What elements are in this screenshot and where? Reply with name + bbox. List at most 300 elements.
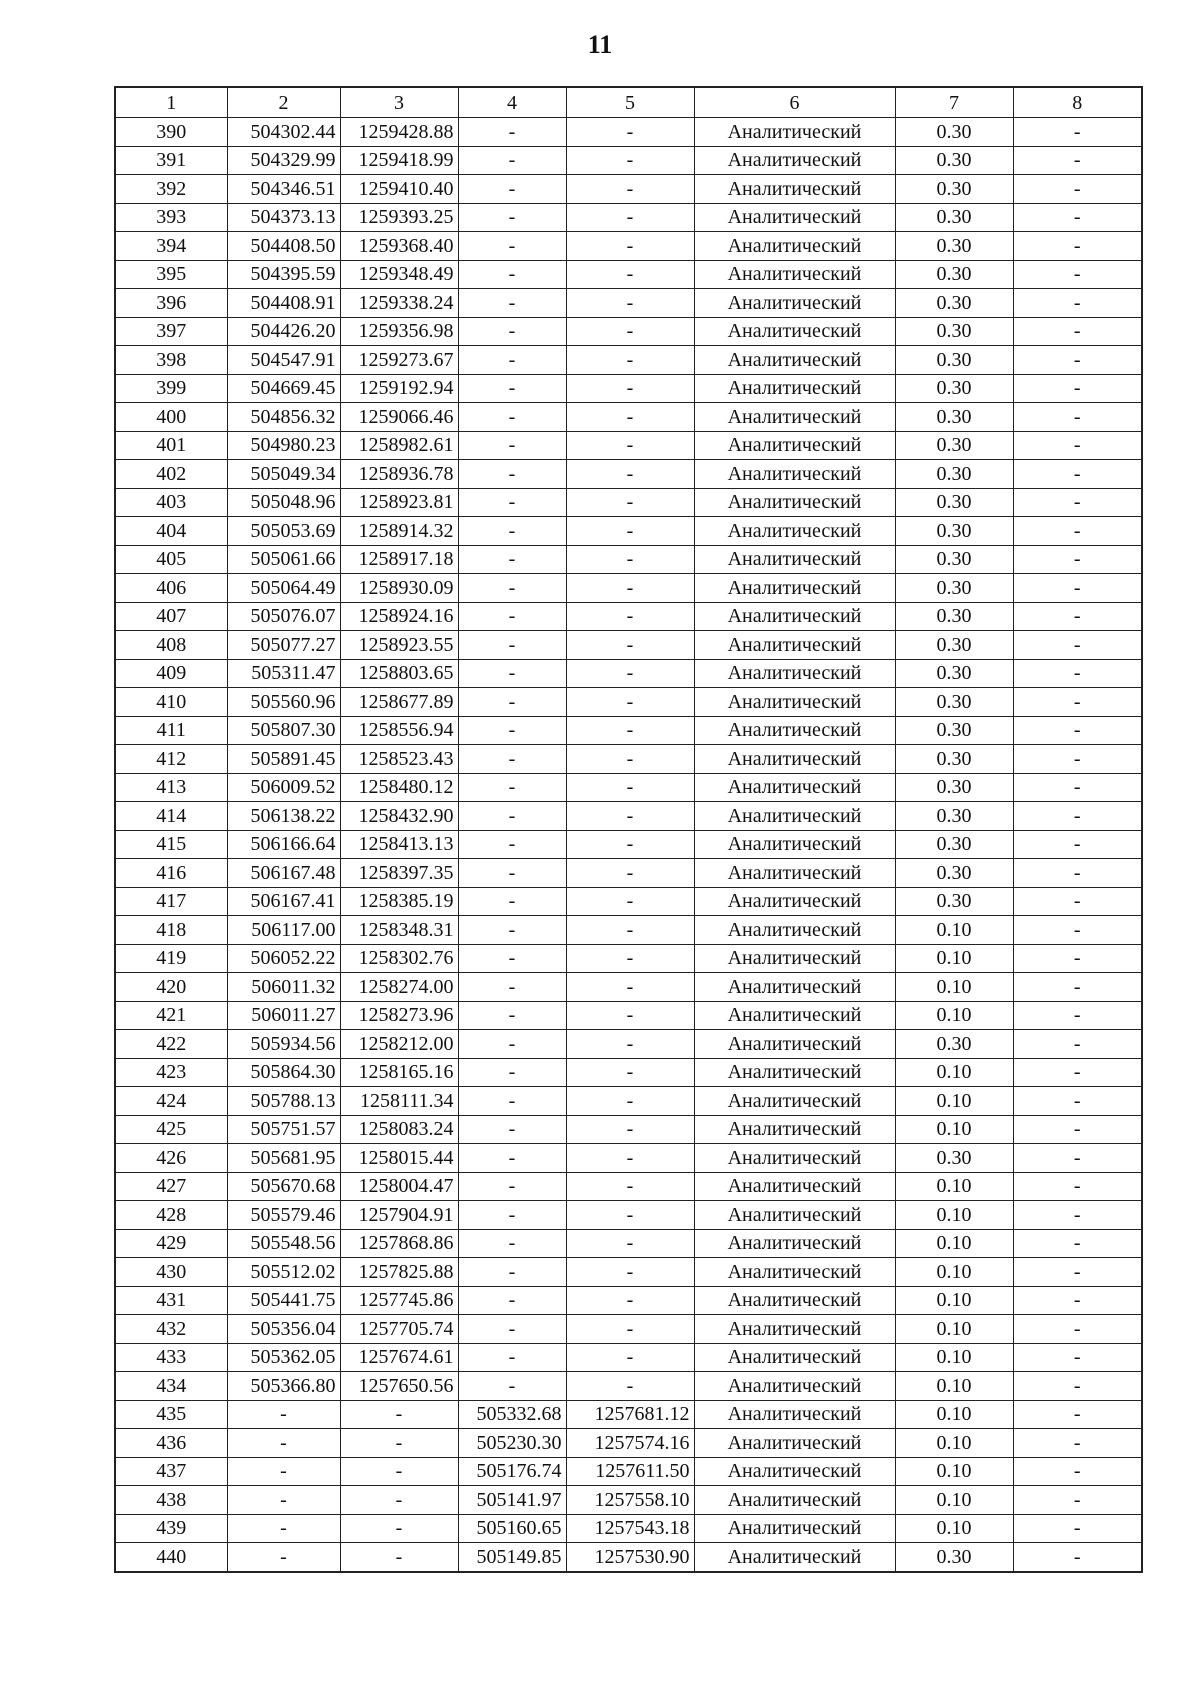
table-cell: - [1013,631,1142,660]
table-cell: 1257558.10 [566,1486,694,1515]
table-cell: - [1013,1087,1142,1116]
table-cell: 0.10 [895,1172,1013,1201]
table-cell: - [458,1030,566,1059]
table-cell: 0.10 [895,944,1013,973]
table-cell: - [566,659,694,688]
table-cell: 0.30 [895,346,1013,375]
table-cell: Аналитический [694,887,895,916]
table-cell: - [566,688,694,717]
table-row [115,232,1142,261]
table-cell: - [1013,1258,1142,1287]
table-row [115,944,1142,973]
table-cell: - [1013,1172,1142,1201]
table-cell: 0.10 [895,1486,1013,1515]
table-cell: 504346.51 [227,175,340,204]
table-cell: - [458,517,566,546]
table-cell: 392 [115,175,227,204]
table-cell: - [458,859,566,888]
table-cell: 1259393.25 [340,203,458,232]
table-cell: - [1013,716,1142,745]
table-cell: 416 [115,859,227,888]
table-cell: 505441.75 [227,1286,340,1315]
table-cell: 1258677.89 [340,688,458,717]
table-row [115,403,1142,432]
table-cell: Аналитический [694,916,895,945]
table-cell: 399 [115,374,227,403]
table-row [115,574,1142,603]
table-cell: 506011.27 [227,1001,340,1030]
table-cell: - [227,1457,340,1486]
table-cell: 505934.56 [227,1030,340,1059]
table-cell: 505560.96 [227,688,340,717]
table-cell: 412 [115,745,227,774]
table-cell: - [1013,317,1142,346]
table-row [115,688,1142,717]
table-row [115,1429,1142,1458]
table-cell: - [458,1144,566,1173]
table-cell: 1258397.35 [340,859,458,888]
table-cell: - [566,1144,694,1173]
table-cell: 414 [115,802,227,831]
table-cell: Аналитический [694,659,895,688]
table-cell: 1258413.13 [340,830,458,859]
table-cell: 1258803.65 [340,659,458,688]
table-cell: - [566,1372,694,1401]
table-cell: - [340,1543,458,1572]
column-header-3: 3 [340,87,458,118]
table-cell: - [566,1258,694,1287]
table-cell: 1259066.46 [340,403,458,432]
table-cell: 506011.32 [227,973,340,1002]
table-cell: 504980.23 [227,431,340,460]
table-cell: - [566,745,694,774]
table-cell: 411 [115,716,227,745]
table-cell: - [1013,773,1142,802]
table-cell: 1257868.86 [340,1229,458,1258]
table-cell: - [458,1286,566,1315]
table-cell: Аналитический [694,146,895,175]
table-cell: - [458,887,566,916]
table-cell: - [1013,460,1142,489]
table-cell: - [227,1543,340,1572]
table-cell: 1258924.16 [340,602,458,631]
table-cell: 1257543.18 [566,1514,694,1543]
table-row [115,488,1142,517]
table-cell: 403 [115,488,227,517]
table-cell: 0.10 [895,1115,1013,1144]
table-body [115,118,1142,1572]
table-cell: 0.10 [895,1315,1013,1344]
table-row [115,203,1142,232]
table-cell: Аналитический [694,1201,895,1230]
table-cell: 0.30 [895,574,1013,603]
table-cell: 0.10 [895,1286,1013,1315]
table-cell: 0.10 [895,1201,1013,1230]
table-cell: Аналитический [694,1429,895,1458]
table-cell: 1259348.49 [340,260,458,289]
table-cell: 406 [115,574,227,603]
table-cell: - [566,175,694,204]
table-cell: 429 [115,1229,227,1258]
table-cell: 504329.99 [227,146,340,175]
table-cell: - [340,1514,458,1543]
table-cell: - [1013,1343,1142,1372]
table-cell: 505048.96 [227,488,340,517]
table-cell: - [458,1087,566,1116]
table-cell: 426 [115,1144,227,1173]
table-cell: 0.30 [895,403,1013,432]
table-cell: - [1013,1030,1142,1059]
page-number: 11 [587,30,613,59]
table-row [115,1030,1142,1059]
table-cell: 0.30 [895,688,1013,717]
table-row [115,631,1142,660]
table-cell: 505864.30 [227,1058,340,1087]
table-cell: - [458,1229,566,1258]
table-cell: Аналитический [694,631,895,660]
table-cell: 1258273.96 [340,1001,458,1030]
table-cell: 439 [115,1514,227,1543]
table-cell: - [458,916,566,945]
table-cell: 413 [115,773,227,802]
table-cell: - [1013,374,1142,403]
table-cell: 1257745.86 [340,1286,458,1315]
table-cell: - [566,403,694,432]
table-cell: - [566,545,694,574]
table-cell: - [1013,203,1142,232]
table-cell: - [1013,146,1142,175]
table-cell: 505053.69 [227,517,340,546]
table-cell: Аналитический [694,602,895,631]
table-cell: - [1013,802,1142,831]
table-cell: - [1013,1201,1142,1230]
table-cell: - [566,289,694,318]
table-cell: 0.10 [895,1087,1013,1116]
table-cell: 0.30 [895,317,1013,346]
table-cell: - [458,545,566,574]
table-cell: - [566,1286,694,1315]
table-cell: - [340,1429,458,1458]
table-cell: Аналитический [694,317,895,346]
table-cell: - [458,773,566,802]
table-cell: - [566,802,694,831]
table-cell: - [227,1486,340,1515]
table-row [115,517,1142,546]
table-cell: - [458,203,566,232]
table-cell: - [458,175,566,204]
table-cell: 0.10 [895,1372,1013,1401]
table-cell: 1258923.55 [340,631,458,660]
table-cell: 432 [115,1315,227,1344]
table-cell: 505332.68 [458,1400,566,1429]
table-cell: - [566,916,694,945]
table-cell: - [458,346,566,375]
table-cell: 435 [115,1400,227,1429]
table-cell: 1257530.90 [566,1543,694,1572]
table-cell: Аналитический [694,1514,895,1543]
table-cell: 1257705.74 [340,1315,458,1344]
table-row [115,289,1142,318]
table-cell: 1258917.18 [340,545,458,574]
table-cell: - [1013,1001,1142,1030]
column-header-6: 6 [694,87,895,118]
table-cell: 1258111.34 [340,1087,458,1116]
table-cell: 431 [115,1286,227,1315]
table-cell: - [1013,1229,1142,1258]
table-cell: 505160.65 [458,1514,566,1543]
table-cell: - [458,716,566,745]
table-cell: Аналитический [694,1286,895,1315]
table-cell: - [458,1343,566,1372]
table-cell: - [458,574,566,603]
table-cell: - [566,488,694,517]
table-cell: - [1013,916,1142,945]
table-cell: 504408.50 [227,232,340,261]
table-cell: Аналитический [694,517,895,546]
table-cell: - [566,716,694,745]
table-cell: 504302.44 [227,118,340,147]
table-cell: 0.30 [895,146,1013,175]
table-row [115,1201,1142,1230]
table-cell: - [1013,1543,1142,1572]
table-cell: - [566,317,694,346]
column-header-8: 8 [1013,87,1142,118]
table-row [115,118,1142,147]
table-row [115,317,1142,346]
table-cell: 1258348.31 [340,916,458,945]
table-cell: 1259410.40 [340,175,458,204]
table-cell: Аналитический [694,1087,895,1116]
table-cell: 419 [115,944,227,973]
table-cell: 1258212.00 [340,1030,458,1059]
table-cell: 505061.66 [227,545,340,574]
table-cell: 505356.04 [227,1315,340,1344]
table-cell: 506167.41 [227,887,340,916]
table-cell: 505362.05 [227,1343,340,1372]
table-row [115,545,1142,574]
table-row [115,659,1142,688]
table-cell: 1259428.88 [340,118,458,147]
table-cell: Аналитический [694,1058,895,1087]
table-cell: 402 [115,460,227,489]
table-cell: Аналитический [694,773,895,802]
table-cell: 0.30 [895,887,1013,916]
table-cell: 1259356.98 [340,317,458,346]
table-cell: Аналитический [694,973,895,1002]
table-cell: 0.30 [895,488,1013,517]
table-cell: - [1013,1315,1142,1344]
table-cell: Аналитический [694,374,895,403]
table-row [115,1258,1142,1287]
table-cell: 0.30 [895,830,1013,859]
table-cell: 505230.30 [458,1429,566,1458]
column-header-5: 5 [566,87,694,118]
table-cell: 0.10 [895,1058,1013,1087]
table-cell: 1258432.90 [340,802,458,831]
table-cell: 400 [115,403,227,432]
table-cell: 1259418.99 [340,146,458,175]
table-cell: 505311.47 [227,659,340,688]
table-cell: 0.30 [895,517,1013,546]
table-row [115,1315,1142,1344]
table-cell: - [566,203,694,232]
table-cell: 1257674.61 [340,1343,458,1372]
table-row [115,431,1142,460]
table-cell: 0.10 [895,1429,1013,1458]
table-cell: - [1013,175,1142,204]
table-cell: - [458,1315,566,1344]
table-cell: 1259338.24 [340,289,458,318]
table-cell: Аналитический [694,830,895,859]
table-cell: - [1013,659,1142,688]
table-header-row [115,87,1142,118]
table-cell: 0.10 [895,1400,1013,1429]
table-cell: 415 [115,830,227,859]
table-cell: Аналитический [694,1258,895,1287]
table-cell: - [566,631,694,660]
table-cell: 0.30 [895,260,1013,289]
table-row [115,1144,1142,1173]
table-cell: Аналитический [694,859,895,888]
table-cell: 0.10 [895,1457,1013,1486]
table-cell: 0.30 [895,431,1013,460]
table-row [115,716,1142,745]
table-cell: Аналитический [694,403,895,432]
table-row [115,916,1142,945]
table-row [115,830,1142,859]
table-cell: 0.30 [895,773,1013,802]
table-cell: 430 [115,1258,227,1287]
table-cell: Аналитический [694,1144,895,1173]
column-header-4: 4 [458,87,566,118]
table-cell: - [566,1001,694,1030]
table-cell: - [566,859,694,888]
table-cell: 504547.91 [227,346,340,375]
table-cell: 0.10 [895,1343,1013,1372]
table-cell: 505141.97 [458,1486,566,1515]
table-cell: 422 [115,1030,227,1059]
table-cell: - [566,574,694,603]
table-cell: - [1013,488,1142,517]
table-cell: 1258015.44 [340,1144,458,1173]
table-cell: 506138.22 [227,802,340,831]
table-cell: 0.30 [895,460,1013,489]
table-cell: 1258914.32 [340,517,458,546]
column-header-1: 1 [115,87,227,118]
table-cell: - [1013,859,1142,888]
table-cell: - [458,659,566,688]
table-cell: 0.30 [895,802,1013,831]
table-row [115,1172,1142,1201]
table-cell: 1258982.61 [340,431,458,460]
table-cell: 504426.20 [227,317,340,346]
table-cell: - [566,773,694,802]
table-cell: - [1013,1286,1142,1315]
table-cell: 0.10 [895,1514,1013,1543]
table-cell: 0.10 [895,916,1013,945]
table-cell: 1257611.50 [566,1457,694,1486]
table-row [115,1457,1142,1486]
table-cell: Аналитический [694,118,895,147]
table-cell: 1257825.88 [340,1258,458,1287]
table-cell: - [566,602,694,631]
table-cell: - [458,1058,566,1087]
table-row [115,374,1142,403]
table-cell: - [458,374,566,403]
table-cell: - [1013,517,1142,546]
table-cell: - [458,802,566,831]
table-cell: 0.30 [895,175,1013,204]
table-cell: - [566,431,694,460]
table-cell: 506009.52 [227,773,340,802]
table-cell: 0.10 [895,973,1013,1002]
table-cell: 1258083.24 [340,1115,458,1144]
table-cell: 504395.59 [227,260,340,289]
table-row [115,1229,1142,1258]
table-cell: Аналитический [694,1343,895,1372]
table-row [115,175,1142,204]
table-cell: 437 [115,1457,227,1486]
table-row [115,346,1142,375]
table-cell: 505149.85 [458,1543,566,1572]
table-cell: - [1013,346,1142,375]
table-cell: 401 [115,431,227,460]
table-cell: - [566,1030,694,1059]
table-cell: - [340,1486,458,1515]
table-cell: - [1013,118,1142,147]
table-row [115,1343,1142,1372]
table-cell: 0.30 [895,602,1013,631]
table-row [115,802,1142,831]
table-cell: - [458,1372,566,1401]
table-cell: Аналитический [694,1115,895,1144]
table-cell: 391 [115,146,227,175]
table-cell: - [458,118,566,147]
table-cell: - [458,1115,566,1144]
table-row [115,1115,1142,1144]
table-cell: 506167.48 [227,859,340,888]
table-cell: 505670.68 [227,1172,340,1201]
table-cell: Аналитический [694,688,895,717]
table-cell: - [566,232,694,261]
table-cell: Аналитический [694,1001,895,1030]
table-cell: 405 [115,545,227,574]
table-cell: 505049.34 [227,460,340,489]
table-cell: 505076.07 [227,602,340,631]
table-cell: 505807.30 [227,716,340,745]
table-cell: 421 [115,1001,227,1030]
table-cell: Аналитический [694,745,895,774]
table-cell: - [458,317,566,346]
table-cell: Аналитический [694,203,895,232]
table-cell: - [1013,602,1142,631]
table-row [115,773,1142,802]
table-cell: - [566,1172,694,1201]
table-row [115,1543,1142,1572]
table-cell: 504669.45 [227,374,340,403]
table-cell: 1257681.12 [566,1400,694,1429]
table-cell: Аналитический [694,488,895,517]
table-cell: 395 [115,260,227,289]
table-cell: 0.30 [895,289,1013,318]
table-cell: - [1013,830,1142,859]
table-cell: - [458,146,566,175]
table-cell: - [458,460,566,489]
table-cell: - [1013,574,1142,603]
table-cell: 398 [115,346,227,375]
table-cell: 1259368.40 [340,232,458,261]
table-cell: 1257904.91 [340,1201,458,1230]
